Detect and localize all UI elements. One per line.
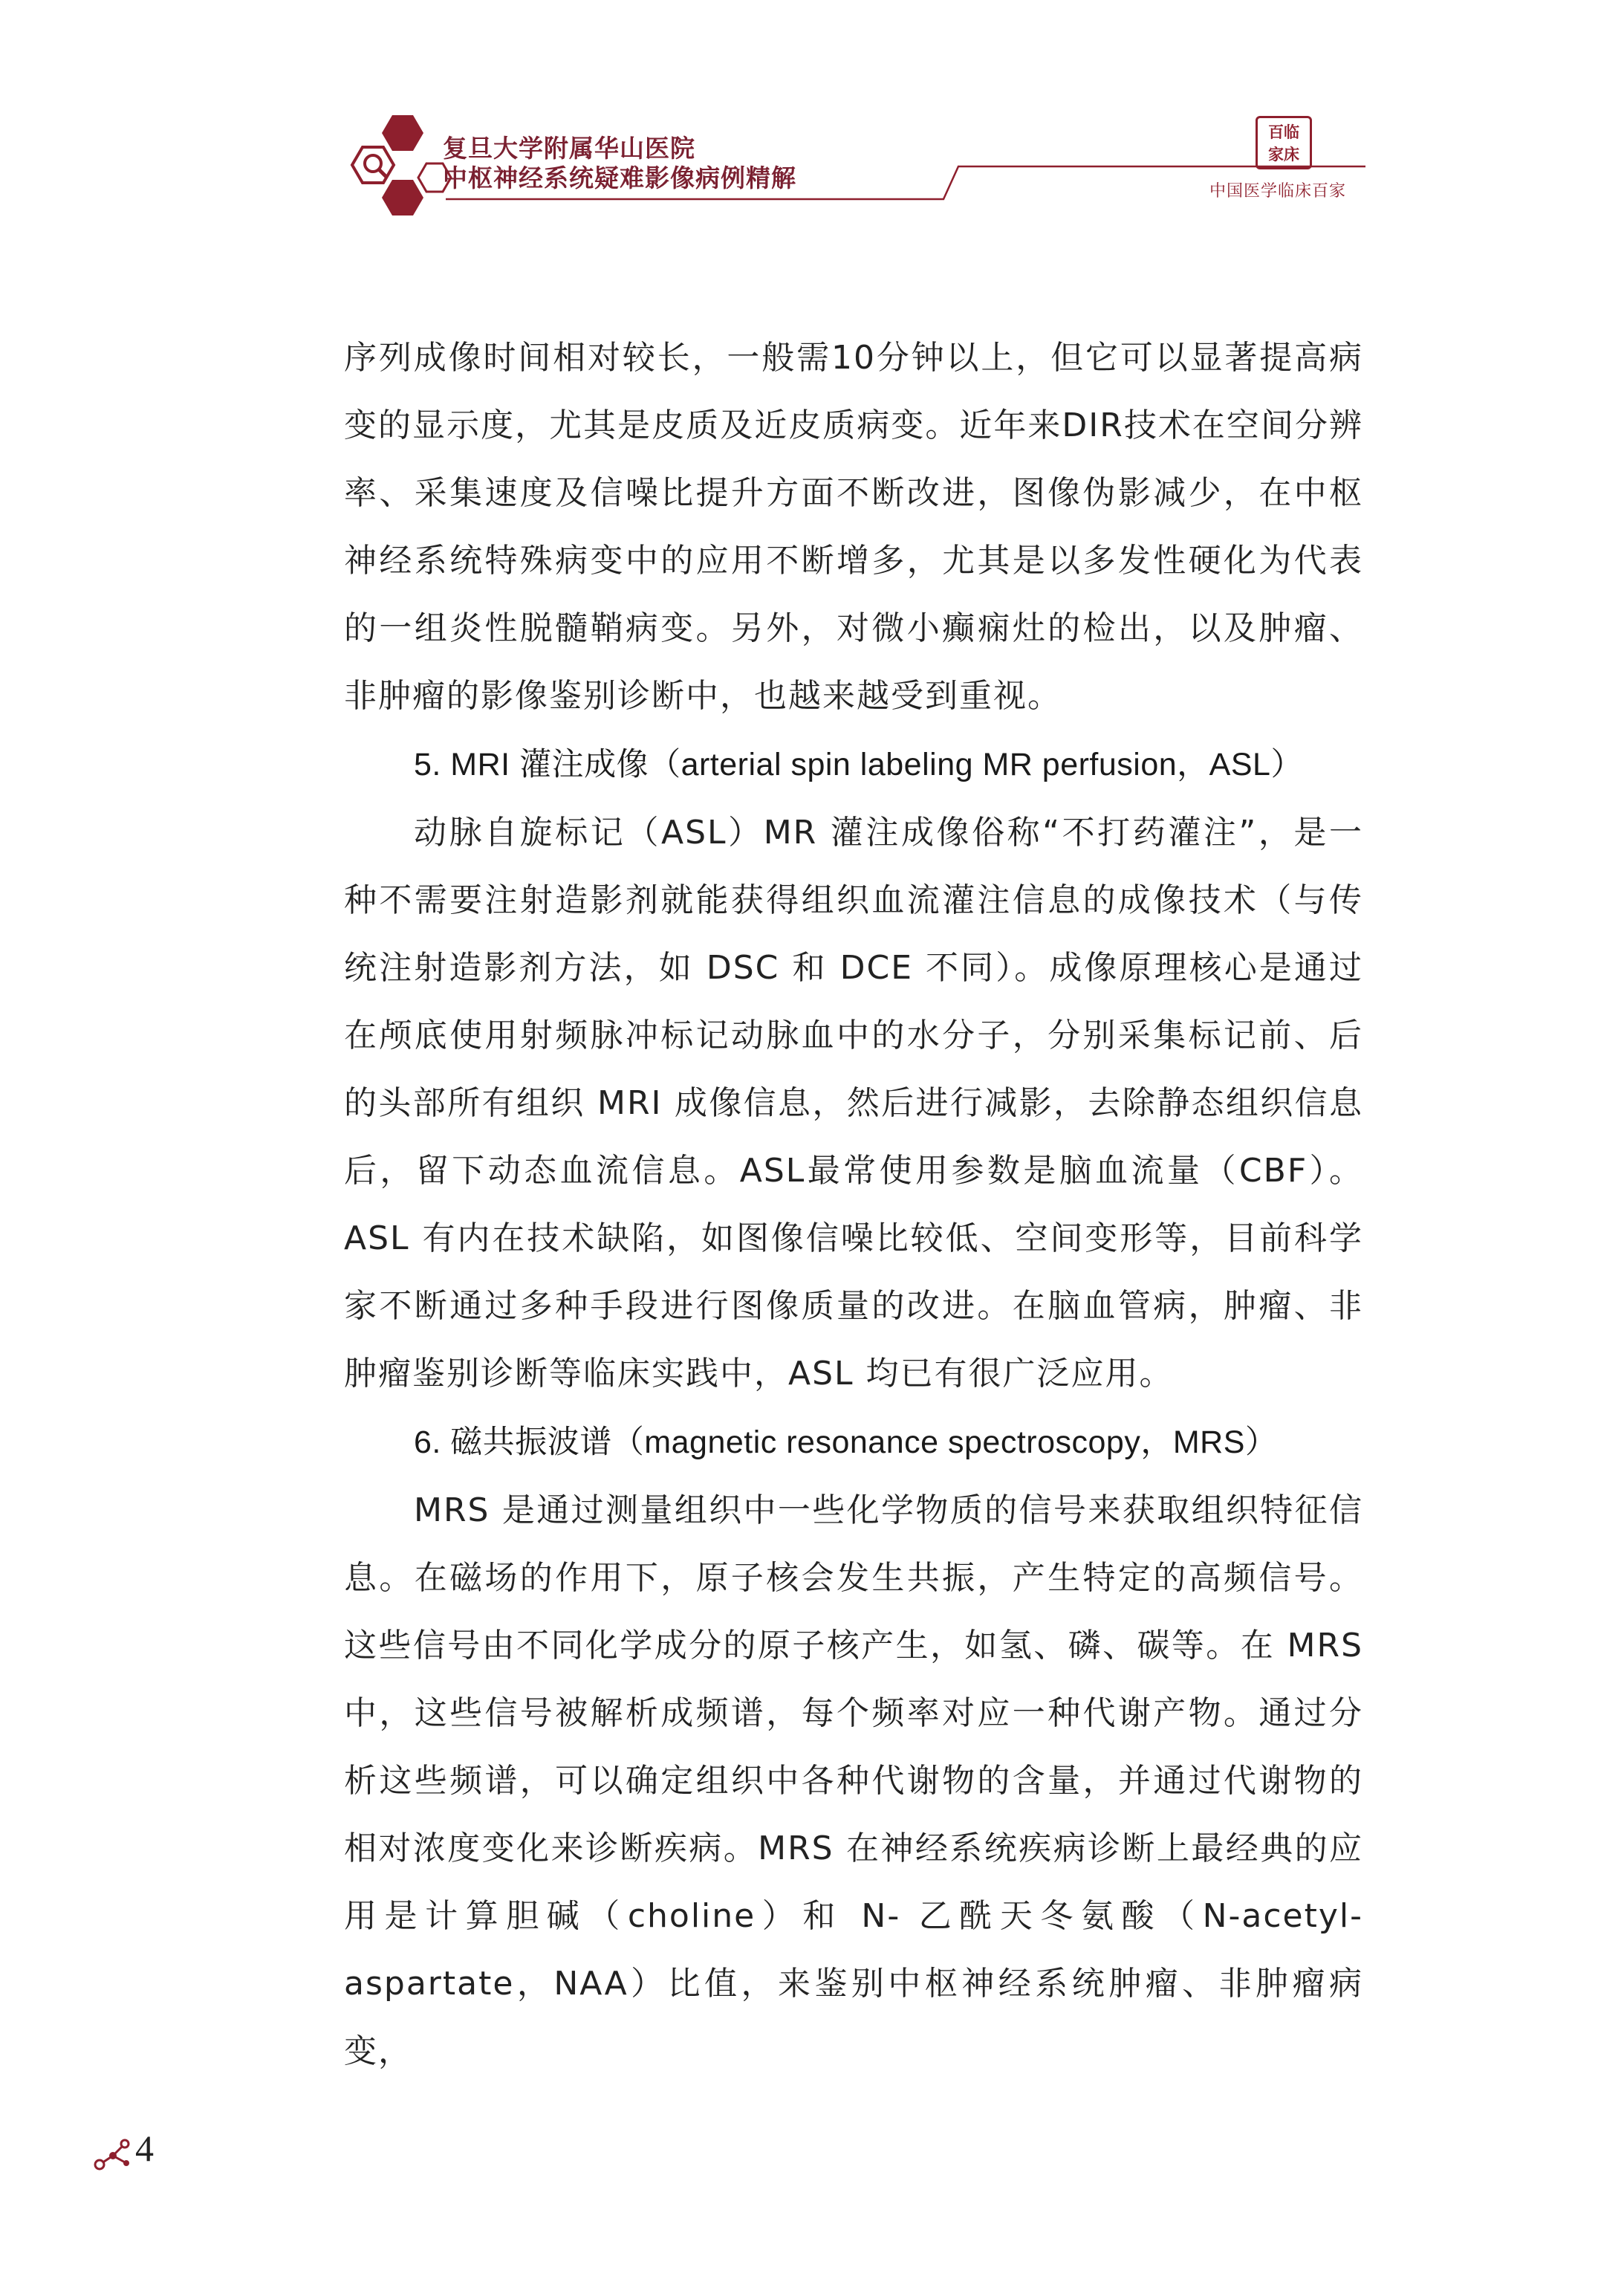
seal-line1: 百临 [1268,123,1299,141]
book-title-line2: 中枢神经系统疑难影像病例精解 [443,163,796,192]
series-brand: 中国医学临床百家 [1209,182,1347,201]
seal-stamp [1256,116,1312,169]
molecule-icon [92,2136,134,2174]
book-title-line1: 复旦大学附属华山医院 [443,134,695,163]
section-6-heading: 6. 磁共振波谱（magnetic resonance spectroscopy，MRS） [414,1424,1278,1460]
section-5-heading: 5. MRI 灌注成像（arterial spin labeling MR perfusion，ASL） [414,747,1303,782]
page-number: 4 [135,2127,154,2169]
header-rule [0,0,1624,223]
page-body [344,324,1363,2085]
section-5-paragraph: 动脉自旋标记（ASL）MR 灌注成像俗称“不打药灌注”，是一种不需要注射造影剂就能获得组织血流灌注信息的成像技术（与传统注射造影剂方法，如 DSC 和 DCE 不同）。成像原理核心是通过在颅底使用射频脉冲标记动脉血中的水分子，分别采集标记前、后的头部所有组织 MRI 成像信息，然后进行减影，去除静态组织信息后，留下动态血流信息。ASL最常使用参数是脑血流量（CBF）。ASL 有内在技术缺陷，如图像信噪比较低、空间变形等，目前科学家不断通过多种手段进行图像质量的改进。在脑血管病，肿瘤、非肿瘤鉴别诊断等临床实践中，ASL 均已有很广泛应用。 [344,814,1363,1393]
section-6-paragraph: MRS 是通过测量组织中一些化学物质的信号来获取组织特征信息。在磁场的作用下，原子核会发生共振，产生特定的高频信号。这些信号由不同化学成分的原子核产生，如氢、磷、碳等。在 MRS 中，这些信号被解析成频谱，每个频率对应一种代谢产物。通过分析这些频谱，可以确定组织中各种代谢物的含量，并通过代谢物的相对浓度变化来诊断疾病。MRS 在神经系统疾病诊断上最经典的应用是计算胆碱（choline）和 N- 乙酰天冬氨酸（N-acetyl-aspartate，NAA）比值，来鉴别中枢神经系统肿瘤、非肿瘤病变， [344,1491,1363,2070]
book-title [443,134,796,193]
seal-line2: 家床 [1268,146,1299,163]
intro-paragraph: 序列成像时间相对较长，一般需10分钟以上，但它可以显著提高病变的显示度，尤其是皮质及近皮质病变。近年来DIR技术在空间分辨率、采集速度及信噪比提升方面不断改进，图像伪影减少，在中枢神经系统特殊病变中的应用不断增多，尤其是以多发性硬化为代表的一组炎性脱髓鞘病变。另外，对微小癫痫灶的检出，以及肿瘤、非肿瘤的影像鉴别诊断中，也越来越受到重视。 [344,339,1363,715]
